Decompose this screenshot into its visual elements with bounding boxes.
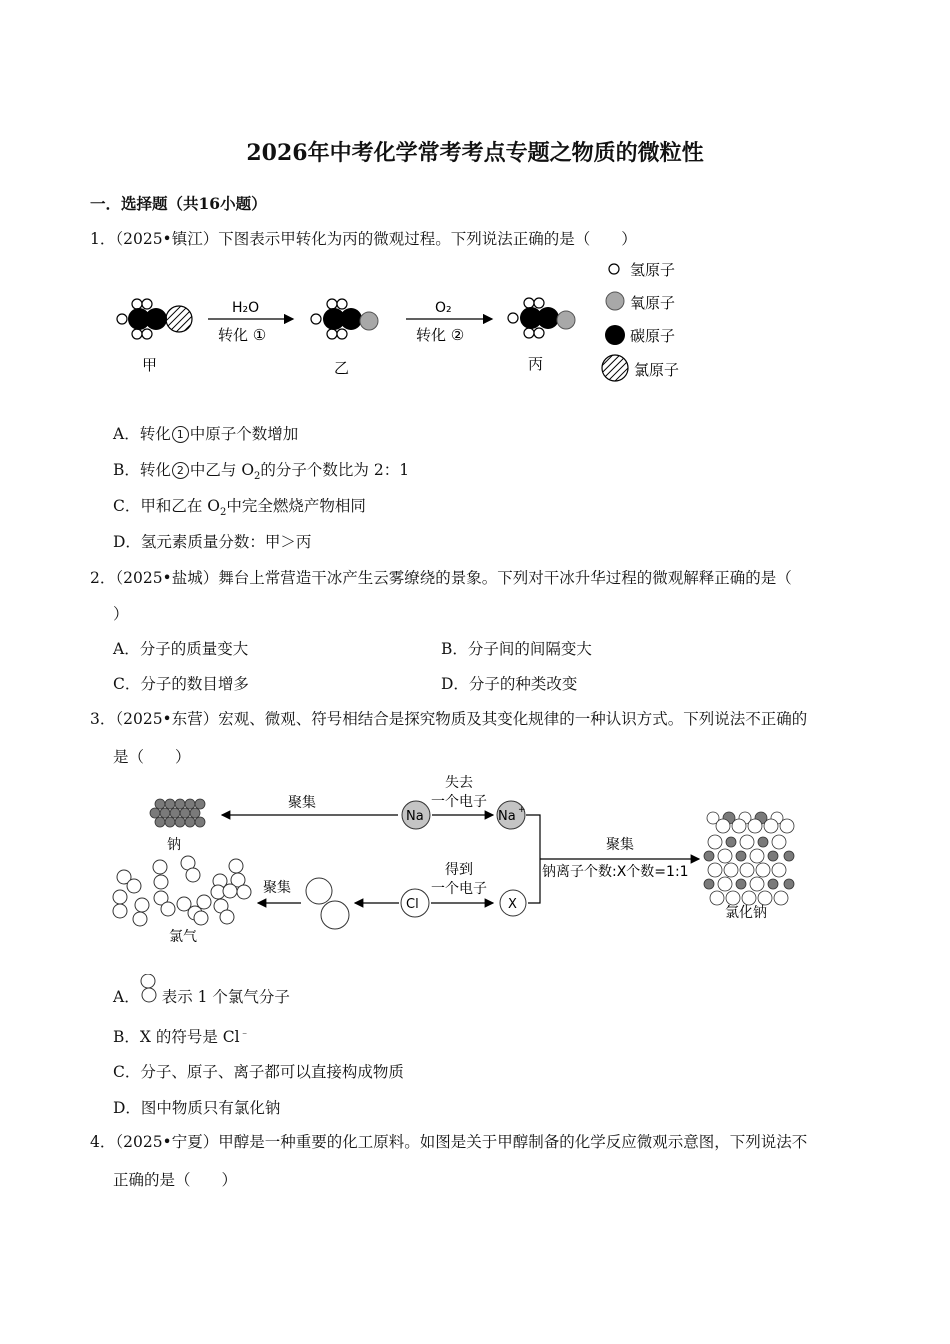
q1-b-circled-number: 2 [172,462,189,479]
label-yi: 乙 [334,359,350,377]
q1-stem: 1．（2025•镇江）下图表示甲转化为丙的微观过程。下列说法正确的是（ ） [90,230,637,248]
label-sodium: 钠 [167,837,181,853]
nacl-lattice [704,812,794,905]
q3-stem-line2: 是（ ） [113,748,191,766]
q1-figure [110,256,710,386]
q3-b-superscript: ﹣ [239,1028,250,1039]
q1-c-prefix: C．甲和乙在 O [113,497,220,515]
q3-stem-line1: 3．（2025•东营）宏观、微观、符号相结合是探究物质及其变化规律的一种认识方式。下列说法不正确的 [90,710,808,728]
ratio-label: 钠离子个数:X个数=1:1 [542,864,689,880]
step-1-label: 转化 ① [218,326,267,344]
step-2-label: 转化 ② [416,326,465,344]
label-chlorine: 氯气 [169,929,197,945]
page-title: 2026年中考化学常考考点专题之物质的微粒性 [246,140,704,166]
legend-oxygen: 氧原子 [630,294,676,312]
q2-option-d[interactable]: D．分子的种类改变 [441,675,578,693]
cl-atom-label: Cl [406,897,419,912]
q1-option-a[interactable] [113,422,298,444]
q3-a-prefix: A． [113,988,140,1006]
legend-carbon-swatch [605,325,625,345]
q2-option-a[interactable]: A．分子的质量变大 [113,640,249,658]
aggregate-label-2: 聚集 [263,880,291,896]
lose-label-1: 失去 [445,775,473,791]
aggregate-label-1: 聚集 [288,795,316,811]
q1-a-circled-number: 1 [172,426,189,443]
gain-label-1: 得到 [445,862,473,878]
q2-stem-line1: 2．（2025•盐城）舞台上常营造干冰产生云雾缭绕的景象。下列对干冰升华过程的微观解释正确的是（ [90,569,792,587]
aggregate-label-3: 聚集 [606,837,634,853]
q1-option-c[interactable] [113,494,366,518]
q1-a-text: 中原子个数增加 [189,425,299,443]
legend-oxygen-swatch [606,292,624,310]
na-atom-label: Na [406,809,424,824]
legend-chlorine-swatch [602,355,628,381]
q1-b-prefix: B．转化 [113,461,171,479]
na-ion-charge: + [518,805,526,815]
q1-option-d[interactable]: D．氢元素质量分数：甲＞丙 [113,533,312,551]
legend-hydrogen: 氢原子 [630,261,676,279]
q3-option-c[interactable]: C．分子、原子、离子都可以直接构成物质 [113,1063,404,1081]
na-ion-label: Na [498,809,516,824]
x-ion-label: X [508,897,517,912]
legend-chlorine: 氯原子 [634,361,680,379]
label-bing: 丙 [528,355,544,373]
q1-b-mid: 中乙与 O [189,461,255,479]
chlorine-gas [113,856,251,926]
legend [602,261,679,381]
legend-carbon: 碳原子 [630,327,676,345]
q2-stem-line2: ） [113,605,129,623]
molecule-bing [508,298,575,338]
q2-option-b[interactable]: B．分子间的间隔变大 [441,640,592,658]
q1-b-subscript: 2 [254,471,261,483]
molecule-yi [311,299,378,339]
label-nacl: 氯化钠 [725,905,767,921]
q2-option-c[interactable]: C．分子的数目增多 [113,675,249,693]
reagent-1: H₂O [232,300,260,316]
q4-stem-line1: 4．（2025•宁夏）甲醇是一种重要的化工原料。如图是关于甲醇制备的化学反应微观示意图，下列说法不 [90,1133,808,1151]
q3-option-b[interactable] [113,1024,250,1047]
section-heading: 一．选择题（共16小题） [90,194,267,213]
q1-b-text: 的分子个数比为 2：1 [260,461,410,479]
q1-c-subscript: 2 [220,507,227,519]
q3-figure [105,770,795,950]
q3-option-a[interactable] [113,985,290,1007]
q3-a-text: 表示 1 个氯气分子 [161,988,290,1006]
q4-stem-line2: 正确的是（ ） [113,1171,238,1189]
label-jia: 甲 [142,356,158,374]
reagent-2: O₂ [435,300,452,316]
legend-hydrogen-swatch [609,264,619,274]
gain-label-2: 一个电子 [431,881,487,897]
q1-a-prefix: A．转化 [113,425,171,443]
q3-option-d[interactable]: D．图中物质只有氯化钠 [113,1099,281,1117]
q3-b-text: B．X 的符号是 Cl [113,1028,240,1047]
cl2-molecule-icon [140,974,162,1004]
q1-option-b[interactable] [113,458,409,482]
sodium-lattice [150,799,205,827]
q1-c-text: 中完全燃烧产物相同 [226,497,366,515]
lose-label-2: 一个电子 [431,794,487,810]
cl2-molecule [306,878,349,929]
molecule-jia [117,299,192,339]
